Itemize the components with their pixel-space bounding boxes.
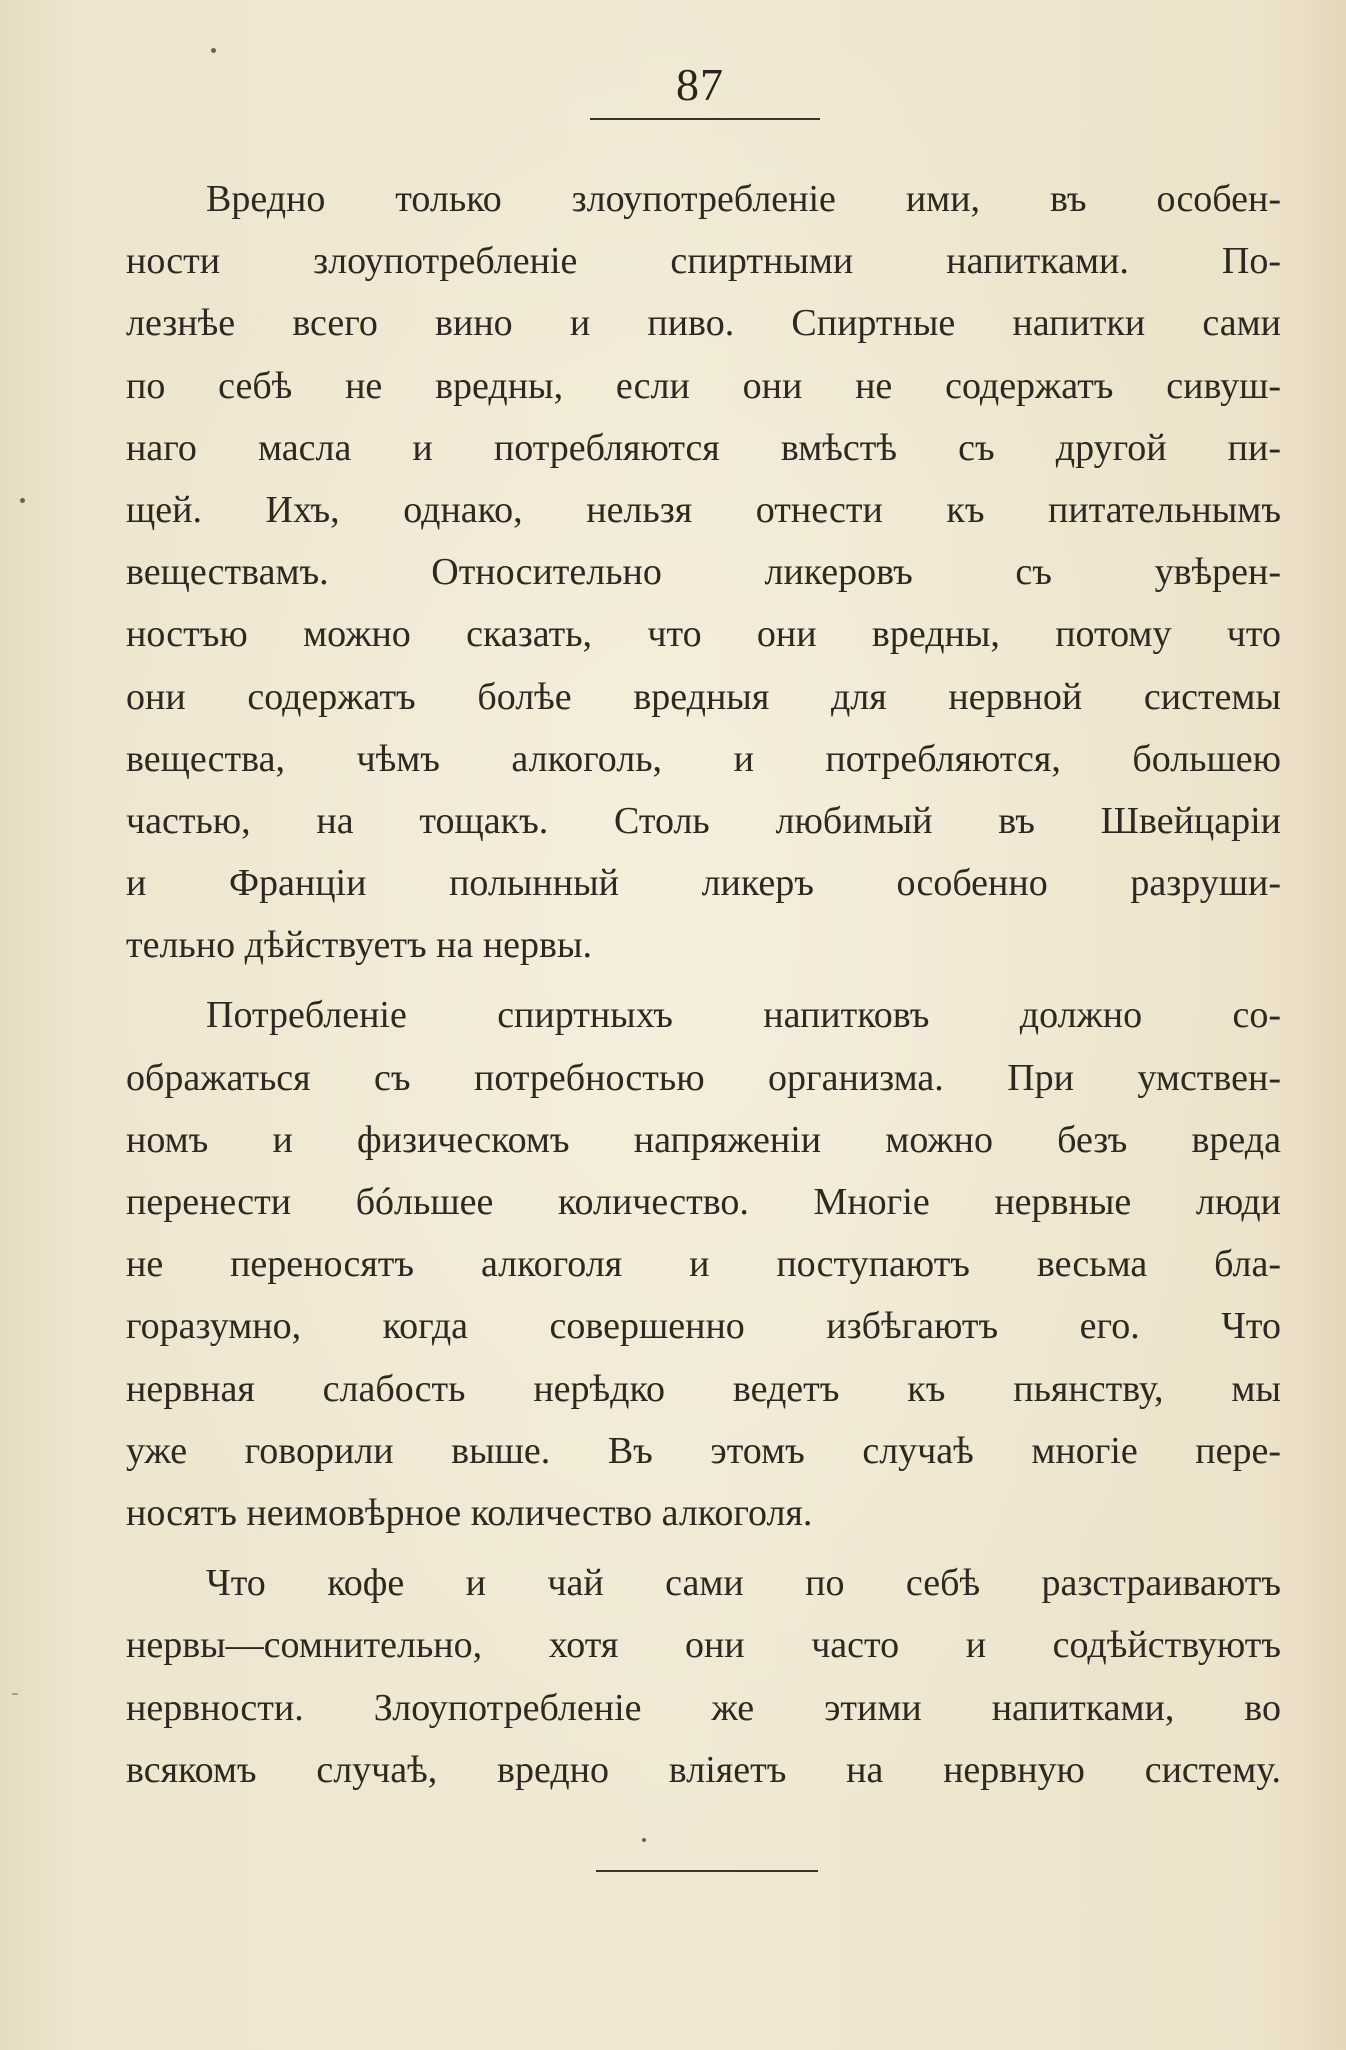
text-line: тельно дѣйствуетъ на нервы. <box>126 924 593 967</box>
text-line: щей. Ихъ, однако, нельзя отнести къ питательнымъ <box>126 488 1281 531</box>
text-line: уже говорили выше. Въ этомъ случаѣ многіе пере- <box>126 1429 1281 1472</box>
text-line: носятъ неимовѣрное количество алкоголя. <box>126 1491 813 1534</box>
text-line: наго масла и потребляются вмѣстѣ съ другой пи- <box>126 426 1281 469</box>
paper-speck <box>12 1693 18 1695</box>
text-line: не переносятъ алкоголя и поступаютъ весьма бла- <box>126 1243 1281 1286</box>
top-rule <box>590 118 820 120</box>
text-line: нервы—сомнительно, хотя они часто и содѣйствуютъ <box>126 1624 1281 1667</box>
paper-speck <box>642 1838 646 1842</box>
paper-speck <box>20 498 25 503</box>
text-line: Вредно только злоупотребленіе ими, въ особен- <box>206 178 1281 220</box>
text-line: Что кофе и чай сами по себѣ разстраиваютъ <box>206 1562 1281 1605</box>
text-line: всякомъ случаѣ, вредно вліяетъ на нервную систему. <box>126 1748 1281 1791</box>
paragraph-3 <box>126 1552 1281 1801</box>
text-line: горазумно, когда совершенно избѣгаютъ его. Что <box>126 1305 1281 1348</box>
page-number: 87 <box>676 59 724 110</box>
text-line: Потребленіе спиртныхъ напитковъ должно со- <box>206 994 1281 1037</box>
text-line: номъ и физическомъ напряженіи можно безъ вреда <box>126 1118 1281 1161</box>
text-line: и Франціи полынный ликеръ особенно разруши- <box>126 862 1281 905</box>
paragraph-1 <box>126 168 1281 976</box>
text-line: ностъю можно сказать, что они вредны, потому что <box>126 613 1281 656</box>
paper-speck <box>211 48 216 53</box>
bottom-rule <box>596 1870 818 1872</box>
text-line: нервная слабость нерѣдко ведетъ къ пьянству, мы <box>126 1367 1281 1410</box>
text-line: вещества, чѣмъ алкоголь, и потребляются, большею <box>126 737 1281 780</box>
page-text <box>126 168 1281 1801</box>
text-line: ности злоупотребленіе спиртными напитками. По- <box>126 240 1281 283</box>
text-line: ображаться съ потребностью организма. При умствен- <box>126 1056 1281 1099</box>
text-line: нервности. Злоупотребленіе же этими напитками, во <box>126 1686 1281 1729</box>
text-line: они содержатъ болѣе вредныя для нервной системы <box>126 675 1281 718</box>
text-line: частью, на тощакъ. Столь любимый въ Швейцаріи <box>126 799 1281 842</box>
text-line: лезнѣе всего вино и пиво. Спиртные напитки сами <box>126 302 1281 345</box>
text-line: по себѣ не вредны, если они не содержатъ сивуш- <box>126 364 1281 407</box>
text-line: веществамъ. Относительно ликеровъ съ увѣрен- <box>126 551 1281 594</box>
text-line: перенести бóльшее количество. Многіе нервные люди <box>126 1181 1281 1223</box>
paragraph-2 <box>126 984 1281 1544</box>
